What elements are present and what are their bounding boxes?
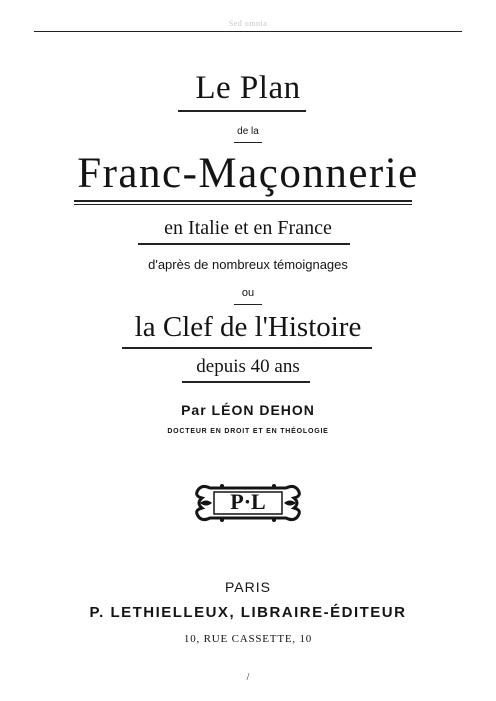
title-connector: de la	[237, 126, 259, 137]
connector-rule	[234, 142, 262, 143]
alternative-title-underline	[122, 347, 372, 349]
subtitle-testimonies: d'après de nombreux témoignages	[148, 257, 348, 272]
title-underline	[178, 110, 306, 112]
author-credentials: DOCTEUR EN DROIT ET EN THÉOLOGIE	[167, 428, 329, 435]
title-double-rule-top	[74, 200, 412, 202]
subtitle-region: en Italie et en France	[164, 217, 332, 239]
alternative-connector: ou	[241, 287, 255, 299]
title-line-1: Le Plan	[195, 70, 301, 106]
emblem-monogram: P·L	[230, 489, 266, 514]
imprint-address: 10, RUE CASSETTE, 10	[183, 633, 313, 645]
imprint-publisher: P. LETHIELLEUX, LIBRAIRE-ÉDITEUR	[89, 604, 407, 621]
alternative-rule	[234, 304, 262, 305]
time-span-underline	[182, 381, 310, 383]
title-double-rule-bottom	[74, 204, 412, 205]
page-mark: /	[246, 672, 250, 683]
header-rule	[34, 31, 462, 32]
publisher-emblem	[192, 480, 304, 526]
faint-header-text: Sed omnia	[228, 19, 268, 28]
author-byline: Par LÉON DEHON	[181, 402, 315, 418]
alternative-title: la Clef de l'Histoire	[134, 311, 362, 343]
subtitle-underline	[138, 243, 350, 245]
title-line-2: Franc-Maçonnerie	[77, 150, 419, 197]
imprint-city: PARIS	[225, 579, 271, 595]
time-span: depuis 40 ans	[196, 356, 300, 377]
